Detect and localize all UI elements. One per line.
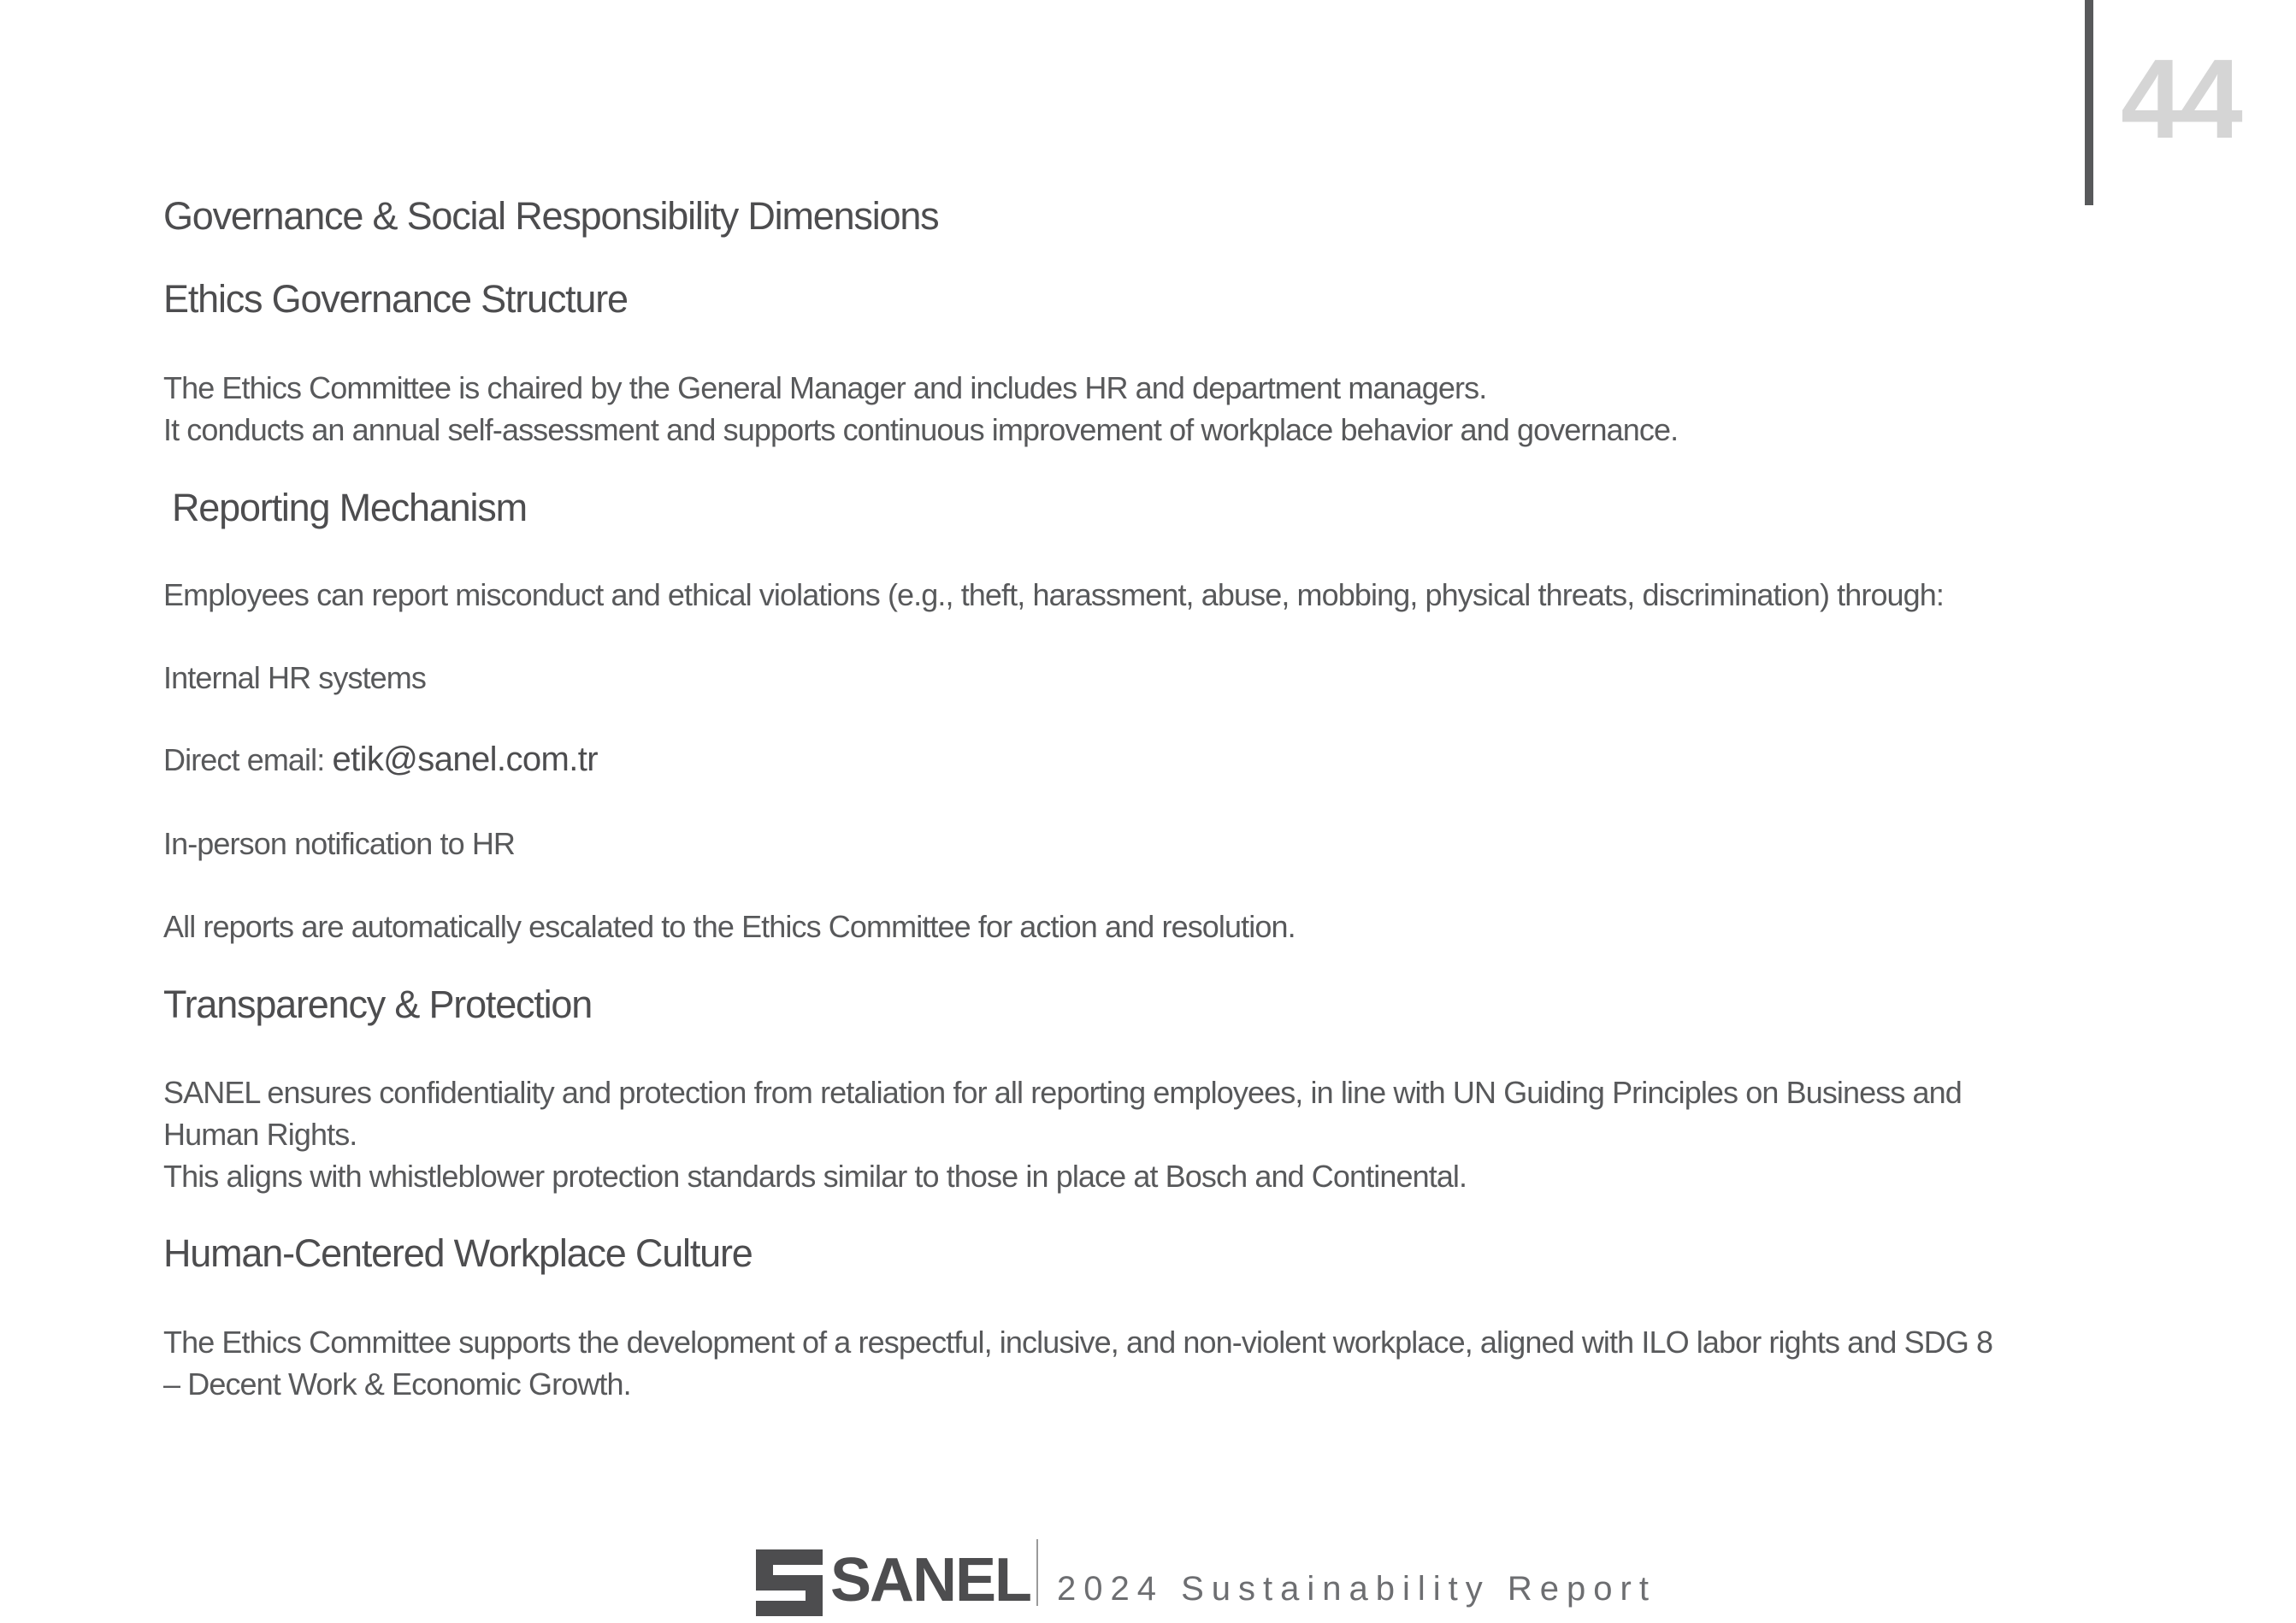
transparency-line-3: This aligns with whistleblower protection standards similar to those in place at Bosch and Continental. <box>163 1159 1467 1194</box>
page-number: 44 <box>2121 36 2240 162</box>
report-title: 2024 Sustainability Report <box>1057 1570 1656 1608</box>
workplace-culture-line-2: – Decent Work & Economic Growth. <box>163 1366 631 1402</box>
footer-divider <box>1036 1539 1038 1606</box>
ethics-paragraph-line-1: The Ethics Committee is chaired by the General Manager and includes HR and department managers. <box>163 370 1487 405</box>
ethics-paragraph-line-2: It conducts an annual self-assessment and supports continuous improvement of workplace behavior and governance. <box>163 412 1679 447</box>
page-number-accent-bar <box>2085 0 2093 205</box>
ethics-email-link[interactable]: etik@sanel.com.tr <box>332 741 598 778</box>
workplace-culture-line-1: The Ethics Committee supports the development of a respectful, inclusive, and non-violent workplace, aligned with ILO labor rights and SDG 8 <box>163 1325 1993 1360</box>
email-label: Direct email: <box>163 742 333 777</box>
workplace-culture-heading: Human-Centered Workplace Culture <box>163 1231 753 1275</box>
transparency-line-1: SANEL ensures confidentiality and protection from retaliation for all reporting employees, in line with UN Guiding Principles on Business and <box>163 1075 1962 1110</box>
reporting-channel-in-person: In-person notification to HR <box>163 826 516 861</box>
transparency-heading: Transparency & Protection <box>163 983 593 1026</box>
transparency-line-2: Human Rights. <box>163 1117 357 1152</box>
reporting-intro: Employees can report misconduct and ethical violations (e.g., theft, harassment, abuse, mobbing, physical threats, discrimination) through: <box>163 577 1945 612</box>
ethics-governance-heading: Ethics Governance Structure <box>163 277 628 321</box>
sanel-logo-wordmark: SANEL <box>830 1546 1031 1614</box>
reporting-channel-email <box>163 739 598 781</box>
sanel-logo-icon <box>756 1549 823 1616</box>
reporting-channel-hr-systems: Internal HR systems <box>163 660 426 695</box>
main-title: Governance & Social Responsibility Dimensions <box>163 194 939 238</box>
reporting-mechanism-heading: Reporting Mechanism <box>172 486 527 529</box>
reporting-closing: All reports are automatically escalated to the Ethics Committee for action and resolution. <box>163 909 1296 944</box>
